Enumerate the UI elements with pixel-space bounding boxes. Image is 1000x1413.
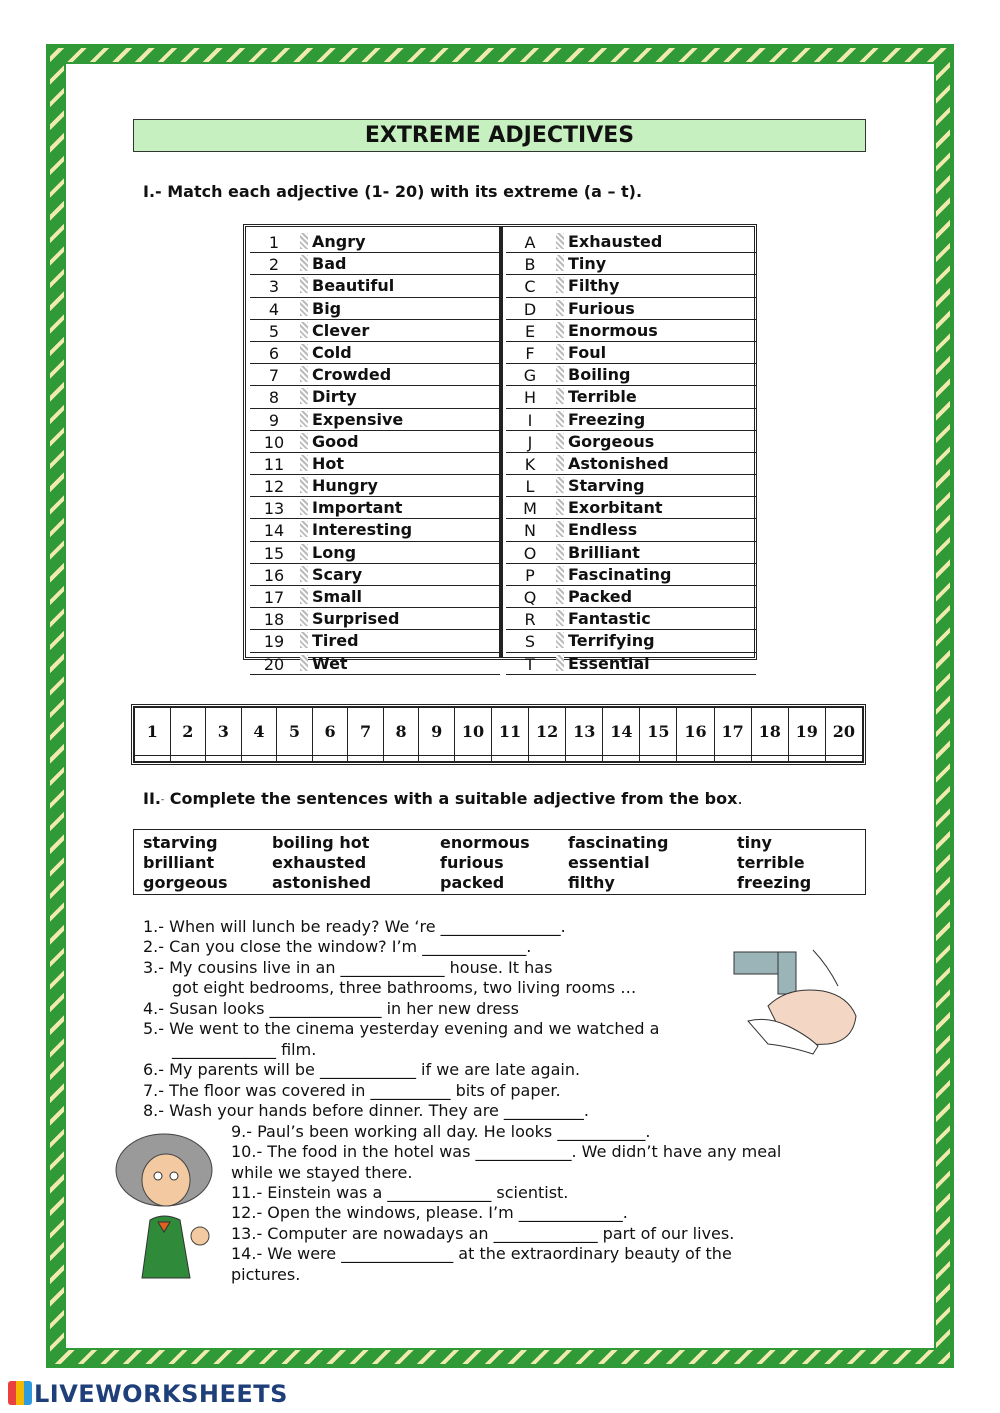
- answer-number: 20: [825, 708, 862, 756]
- worksheet-title: EXTREME ADJECTIVES: [133, 119, 866, 152]
- row-stripe: [556, 277, 564, 293]
- matching-table: [243, 224, 757, 674]
- row-stripe: [300, 544, 308, 560]
- item-label: 4: [268, 299, 280, 319]
- match-row: [250, 564, 500, 586]
- item-word: Exhausted: [568, 232, 663, 251]
- sentence-line: 11.- Einstein was a _____________ scientist.: [231, 1183, 569, 1202]
- extreme-column: [506, 231, 756, 675]
- item-word: Furious: [568, 298, 635, 318]
- item-label: D: [523, 299, 537, 319]
- logo-icon: [8, 1381, 32, 1405]
- sentence-line: 14.- We were ______________ at the extraordinary beauty of the: [231, 1244, 732, 1263]
- row-stripe: [300, 233, 308, 249]
- word-box-item: astonished: [272, 873, 372, 892]
- row-stripe: [556, 499, 564, 515]
- row-stripe: [300, 255, 308, 271]
- answer-number: 3: [206, 708, 242, 756]
- match-row: [250, 386, 500, 408]
- item-word: Long: [312, 542, 357, 562]
- sentence-line: 4.- Susan looks ______________ in her new dress: [143, 999, 519, 1018]
- match-row: [506, 431, 756, 453]
- match-row: [250, 653, 500, 675]
- hand-washing-image: [728, 946, 870, 1058]
- item-word: Hot: [312, 453, 345, 473]
- answer-number: 2: [170, 708, 206, 756]
- row-stripe: [300, 322, 308, 338]
- sentence-line: while we stayed there.: [231, 1163, 413, 1182]
- item-label: 9: [268, 410, 280, 430]
- row-stripe: [300, 588, 308, 604]
- answer-cell[interactable]: [788, 755, 825, 761]
- match-row: [250, 453, 500, 475]
- match-row: [250, 253, 500, 275]
- row-stripe: [556, 566, 564, 582]
- item-word: Beautiful: [312, 276, 395, 296]
- match-row: [250, 275, 500, 297]
- item-word: Freezing: [568, 409, 646, 429]
- item-word: Gorgeous: [568, 431, 655, 451]
- match-row: [506, 298, 756, 320]
- item-label: K: [524, 454, 536, 474]
- item-word: Fantastic: [568, 609, 651, 629]
- item-label: 3: [268, 277, 280, 297]
- answer-cell[interactable]: [566, 755, 603, 761]
- item-label: 2: [268, 255, 280, 275]
- row-stripe: [300, 632, 308, 648]
- item-word: Scary: [312, 564, 363, 584]
- word-box-item: filthy: [568, 873, 615, 892]
- row-stripe: [556, 255, 564, 271]
- answer-cell[interactable]: [206, 755, 242, 761]
- row-stripe: [556, 388, 564, 404]
- item-label: L: [525, 477, 535, 497]
- section2-text: Complete the sentences with a suitable adjective from the box: [164, 789, 738, 808]
- row-stripe: [300, 477, 308, 493]
- item-word: Bad: [312, 254, 347, 274]
- item-label: 6: [268, 343, 280, 363]
- row-stripe: [300, 499, 308, 515]
- sentence-line: 1.- When will lunch be ready? We ‘re _______________.: [143, 917, 566, 936]
- match-row: [250, 608, 500, 630]
- section2-dash: -: [160, 795, 165, 805]
- row-stripe: [556, 521, 564, 537]
- item-label: 15: [263, 543, 285, 563]
- item-label: 10: [263, 432, 285, 452]
- row-stripe: [300, 566, 308, 582]
- sentence-line: 9.- Paul’s been working all day. He looks ___________.: [231, 1122, 651, 1141]
- table-divider: [499, 227, 503, 657]
- match-row: [506, 231, 756, 253]
- section2-period: .: [737, 789, 743, 808]
- answer-number: 8: [383, 708, 419, 756]
- answer-grid: [131, 704, 866, 765]
- answer-cell[interactable]: [529, 755, 566, 761]
- answer-number: 18: [751, 708, 788, 756]
- item-word: Astonished: [568, 453, 669, 473]
- match-row: [506, 542, 756, 564]
- item-word: Fascinating: [568, 564, 672, 584]
- match-row: [250, 342, 500, 364]
- word-box-item: furious: [440, 853, 504, 872]
- section1-instruction: I.- Match each adjective (1- 20) with its extreme (a – t).: [143, 182, 643, 201]
- row-stripe: [556, 655, 564, 671]
- answer-cell[interactable]: [312, 755, 348, 761]
- row-stripe: [300, 277, 308, 293]
- sentence-line: _____________ film.: [172, 1040, 317, 1059]
- item-label: 16: [263, 565, 285, 585]
- match-row: [506, 409, 756, 431]
- row-stripe: [300, 300, 308, 316]
- word-box-item: packed: [440, 873, 505, 892]
- answer-cell[interactable]: [751, 755, 788, 761]
- sentence-line: 12.- Open the windows, please. I’m _____________.: [231, 1203, 628, 1222]
- item-word: Endless: [568, 520, 638, 540]
- item-word: Interesting: [312, 520, 413, 540]
- sentence-line: 3.- My cousins live in an _____________ house. It has: [143, 958, 553, 977]
- match-row: [506, 342, 756, 364]
- liveworksheets-logo: [8, 1380, 288, 1408]
- answer-number: 15: [640, 708, 677, 756]
- match-row: [506, 653, 756, 675]
- answer-number: 17: [714, 708, 751, 756]
- answer-cell[interactable]: [677, 755, 714, 761]
- item-word: Starving: [568, 476, 645, 496]
- row-stripe: [300, 388, 308, 404]
- item-label: 18: [263, 610, 285, 630]
- item-label: 17: [263, 588, 285, 607]
- item-word: Crowded: [312, 365, 392, 385]
- answer-number: 5: [277, 708, 313, 756]
- item-label: T: [525, 654, 535, 674]
- match-row: [506, 275, 756, 297]
- row-stripe: [556, 344, 564, 360]
- answer-number-row: [135, 708, 863, 756]
- section2-prefix: II.: [143, 789, 161, 808]
- sentence-line: 10.- The food in the hotel was ____________. We didn’t have any meal: [231, 1142, 782, 1161]
- answer-input-row: [135, 755, 863, 761]
- item-word: Good: [312, 431, 359, 451]
- match-row: [250, 364, 500, 386]
- word-box-item: fascinating: [568, 833, 669, 852]
- answer-cell[interactable]: [241, 755, 277, 761]
- item-label: S: [524, 632, 536, 652]
- word-box-item: exhausted: [272, 853, 367, 872]
- item-word: Enormous: [568, 320, 658, 340]
- item-word: Wet: [312, 653, 348, 673]
- item-label: I: [527, 410, 533, 430]
- row-stripe: [300, 344, 308, 360]
- item-label: A: [524, 233, 536, 252]
- einstein-image: [108, 1128, 220, 1288]
- match-row: [250, 475, 500, 497]
- item-label: 13: [263, 499, 285, 519]
- sentence-line: 7.- The floor was covered in __________ bits of paper.: [143, 1081, 561, 1100]
- match-row: [506, 497, 756, 519]
- item-word: Important: [312, 498, 403, 518]
- match-row: [250, 320, 500, 342]
- item-label: 20: [263, 654, 285, 674]
- item-word: Boiling: [568, 365, 631, 385]
- match-row: [250, 431, 500, 453]
- match-row: [506, 586, 756, 608]
- match-row: [506, 630, 756, 652]
- item-label: H: [523, 388, 537, 408]
- match-row: [250, 231, 500, 253]
- sentence-line: 8.- Wash your hands before dinner. They are __________.: [143, 1101, 589, 1120]
- answer-number: 11: [492, 708, 529, 756]
- item-word: Exorbitant: [568, 498, 663, 518]
- row-stripe: [300, 433, 308, 449]
- answer-number: 19: [788, 708, 825, 756]
- answer-number: 6: [312, 708, 348, 756]
- item-label: 1: [268, 233, 280, 252]
- word-box-item: essential: [568, 853, 650, 872]
- word-box-item: starving: [143, 833, 218, 852]
- row-stripe: [300, 610, 308, 626]
- match-row: [506, 475, 756, 497]
- item-word: Angry: [312, 232, 366, 251]
- answer-cell[interactable]: [454, 755, 491, 761]
- item-label: C: [524, 277, 536, 297]
- row-stripe: [300, 455, 308, 471]
- row-stripe: [300, 411, 308, 427]
- match-row: [250, 586, 500, 608]
- match-row: [250, 542, 500, 564]
- row-stripe: [556, 322, 564, 338]
- match-row: [250, 409, 500, 431]
- item-word: Small: [312, 587, 362, 606]
- match-row: [506, 364, 756, 386]
- answer-number: 9: [419, 708, 455, 756]
- item-word: Filthy: [568, 276, 620, 296]
- answer-cell[interactable]: [825, 755, 862, 761]
- item-label: F: [525, 343, 535, 363]
- answer-cell[interactable]: [348, 755, 384, 761]
- item-label: 14: [263, 521, 285, 541]
- word-box-item: terrible: [737, 853, 805, 872]
- item-word: Terrible: [568, 387, 637, 407]
- row-stripe: [300, 655, 308, 671]
- answer-number: 16: [677, 708, 714, 756]
- word-box: [133, 829, 866, 895]
- match-row: [506, 386, 756, 408]
- item-word: Tiny: [568, 254, 607, 274]
- answer-cell[interactable]: [383, 755, 419, 761]
- section2-instruction: [143, 789, 743, 808]
- sentence-line: pictures.: [231, 1265, 301, 1284]
- match-row: [250, 298, 500, 320]
- word-box-item: boiling hot: [272, 833, 370, 852]
- answer-cell[interactable]: [277, 755, 313, 761]
- item-word: Clever: [312, 320, 370, 340]
- row-stripe: [556, 632, 564, 648]
- row-stripe: [556, 233, 564, 249]
- row-stripe: [556, 433, 564, 449]
- answer-cell[interactable]: [492, 755, 529, 761]
- item-word: Terrifying: [568, 631, 655, 651]
- item-label: B: [524, 255, 536, 275]
- answer-number: 1: [135, 708, 171, 756]
- sentence-line: 6.- My parents will be ____________ if we are late again.: [143, 1060, 581, 1079]
- match-row: [250, 630, 500, 652]
- row-stripe: [556, 455, 564, 471]
- row-stripe: [300, 366, 308, 382]
- adjective-column: [250, 231, 500, 675]
- answer-number: 4: [241, 708, 277, 756]
- answer-cell[interactable]: [135, 755, 171, 761]
- item-label: 11: [263, 454, 285, 474]
- item-word: Essential: [568, 653, 650, 673]
- answer-cell[interactable]: [640, 755, 677, 761]
- row-stripe: [300, 521, 308, 537]
- item-label: N: [524, 521, 536, 541]
- item-label: Q: [523, 588, 537, 607]
- match-row: [506, 519, 756, 541]
- sentence-line: got eight bedrooms, three bathrooms, two living rooms …: [172, 978, 637, 997]
- match-row: [506, 564, 756, 586]
- row-stripe: [556, 300, 564, 316]
- item-word: Tired: [312, 631, 359, 651]
- answer-number: 13: [566, 708, 603, 756]
- sentence-line: 5.- We went to the cinema yesterday evening and we watched a: [143, 1019, 660, 1038]
- item-label: 7: [268, 366, 280, 386]
- sentence-line: 13.- Computer are nowadays an _____________ part of our lives.: [231, 1224, 735, 1243]
- word-box-item: tiny: [737, 833, 772, 852]
- item-word: Brilliant: [568, 542, 640, 562]
- logo-text: LIVEWORKSHEETS: [34, 1380, 288, 1408]
- item-label: P: [525, 565, 535, 585]
- sentence-line: 2.- Can you close the window? I’m _____________.: [143, 937, 532, 956]
- item-word: Dirty: [312, 387, 357, 407]
- answer-number: 7: [348, 708, 384, 756]
- word-box-item: brilliant: [143, 853, 215, 872]
- item-label: E: [524, 321, 536, 341]
- item-label: 12: [263, 477, 285, 497]
- answer-cell[interactable]: [419, 755, 455, 761]
- item-label: 8: [268, 388, 280, 408]
- match-row: [250, 519, 500, 541]
- answer-cell[interactable]: [603, 755, 640, 761]
- answer-number: 12: [529, 708, 566, 756]
- word-box-item: enormous: [440, 833, 530, 852]
- row-stripe: [556, 411, 564, 427]
- word-box-item: gorgeous: [143, 873, 228, 892]
- item-label: 19: [263, 632, 285, 652]
- item-word: Hungry: [312, 476, 378, 496]
- item-label: M: [523, 499, 537, 519]
- match-row: [506, 453, 756, 475]
- item-label: J: [527, 432, 533, 452]
- match-row: [250, 497, 500, 519]
- item-word: Foul: [568, 342, 607, 362]
- match-row: [506, 320, 756, 342]
- match-row: [506, 608, 756, 630]
- item-word: Packed: [568, 587, 633, 606]
- answer-cell[interactable]: [714, 755, 751, 761]
- item-label: R: [524, 610, 536, 630]
- answer-number: 10: [454, 708, 491, 756]
- answer-cell[interactable]: [170, 755, 206, 761]
- word-box-item: freezing: [737, 873, 812, 892]
- row-stripe: [556, 610, 564, 626]
- item-word: Expensive: [312, 409, 404, 429]
- row-stripe: [556, 588, 564, 604]
- item-label: O: [523, 543, 537, 563]
- item-label: 5: [268, 321, 280, 341]
- row-stripe: [556, 544, 564, 560]
- row-stripe: [556, 366, 564, 382]
- answer-number: 14: [603, 708, 640, 756]
- item-word: Big: [312, 298, 342, 318]
- row-stripe: [556, 477, 564, 493]
- item-label: G: [523, 366, 537, 386]
- item-word: Surprised: [312, 609, 400, 629]
- item-word: Cold: [312, 342, 352, 362]
- match-row: [506, 253, 756, 275]
